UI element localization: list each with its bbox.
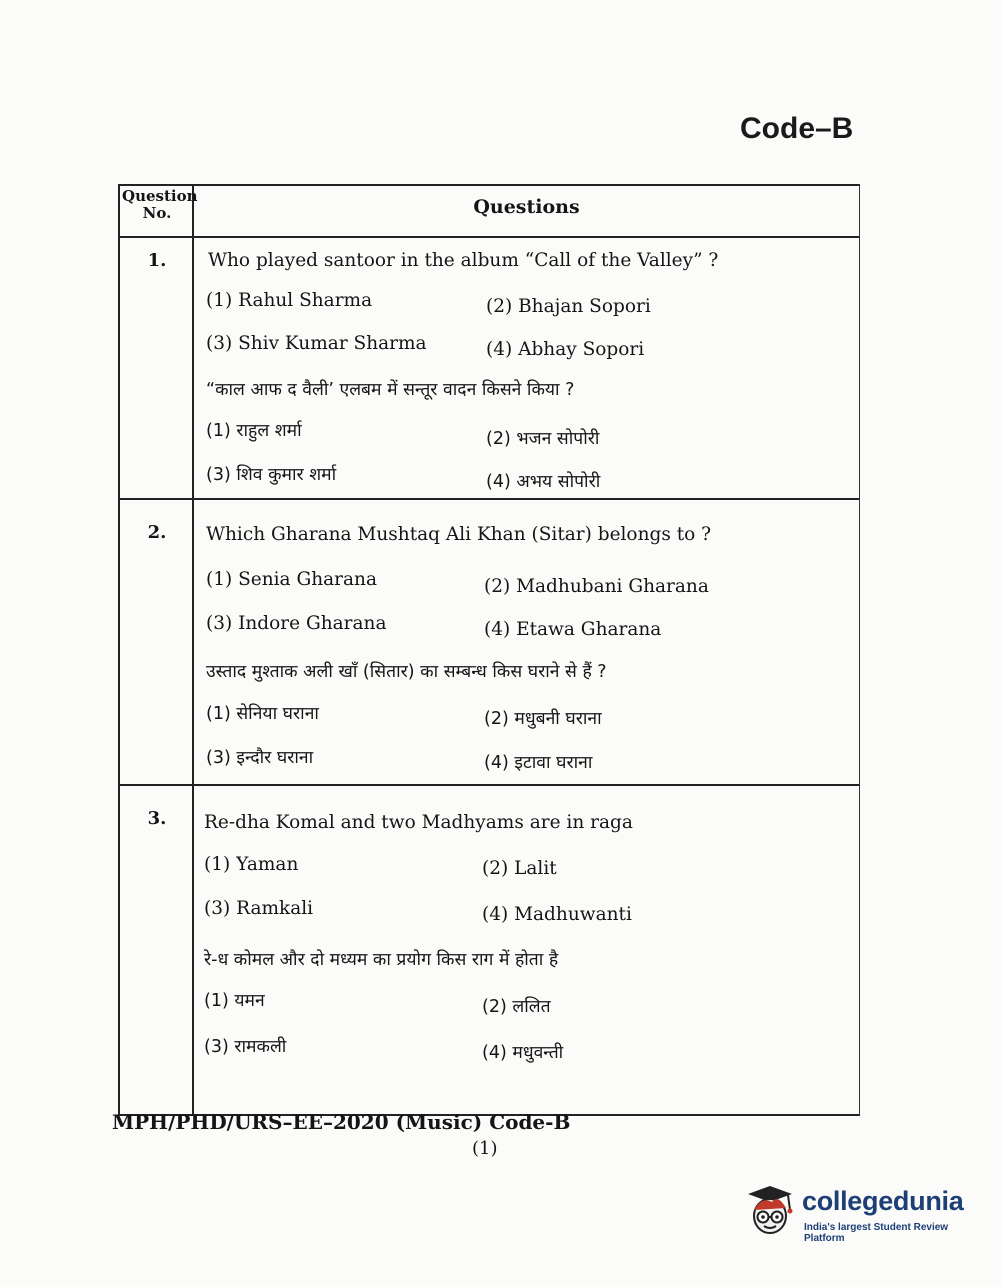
option-hi: (3) शिव कुमार शर्मा <box>206 465 337 485</box>
question-text-en: Re-dha Komal and two Madhyams are in raga <box>204 812 633 833</box>
option-hi: (1) राहुल शर्मा <box>206 421 302 441</box>
question-text-en: Who played santoor in the album “Call of the Valley” ? <box>208 250 719 271</box>
question-text-hi: “काल आफ द वैली’ एलबम में सन्तूर वादन किसने किया ? <box>206 380 575 400</box>
option-hi: (2) मधुबनी घराना <box>484 709 602 729</box>
option-hi: (4) इटावा घराना <box>484 753 593 773</box>
brand-name: collegedunia <box>802 1186 964 1216</box>
question-text-hi: रे-ध कोमल और दो मध्यम का प्रयोग किस राग में होता है <box>204 950 559 970</box>
header-question-no: Question No. <box>122 187 198 222</box>
question-text-hi: उस्ताद मुश्ताक अली खाँ (सितार) का सम्बन्ध किस घराने से हैं ? <box>206 662 607 682</box>
option-en: (2) Bhajan Sopori <box>486 296 651 317</box>
option-hi: (4) अभय सोपोरी <box>486 472 601 492</box>
row-separator <box>120 498 859 500</box>
option-hi: (1) सेनिया घराना <box>206 704 319 724</box>
exam-code-footer: MPH/PHD/URS–EE–2020 (Music) Code-B <box>112 1110 571 1134</box>
option-en: (2) Lalit <box>482 858 557 879</box>
graduate-mascot-icon <box>740 1180 800 1240</box>
paper-code-label: Code–B <box>740 112 854 145</box>
option-en: (1) Yaman <box>204 854 299 875</box>
option-en: (3) Ramkali <box>204 898 314 919</box>
option-en: (1) Senia Gharana <box>206 569 377 590</box>
brand-tagline: India's largest Student Review Platform <box>804 1222 949 1244</box>
option-en: (2) Madhubani Gharana <box>484 576 709 597</box>
option-hi: (3) रामकली <box>204 1037 287 1057</box>
option-en: (1) Rahul Sharma <box>206 290 373 311</box>
question-number: 3. <box>147 808 167 829</box>
option-hi: (4) मधुवन्ती <box>482 1043 564 1063</box>
option-en: (4) Abhay Sopori <box>486 339 645 360</box>
option-en: (4) Etawa Gharana <box>484 619 662 640</box>
page-number: (1) <box>472 1138 498 1159</box>
option-hi: (2) ललित <box>482 997 551 1017</box>
option-hi: (3) इन्दौर घराना <box>206 748 314 768</box>
option-hi: (2) भजन सोपोरी <box>486 429 600 449</box>
questions-table <box>118 184 860 1116</box>
row-separator <box>120 784 859 786</box>
column-divider <box>192 186 194 1114</box>
collegedunia-watermark <box>740 1180 970 1244</box>
question-number: 2. <box>147 522 167 543</box>
question-text-en: Which Gharana Mushtaq Ali Khan (Sitar) belongs to ? <box>206 524 712 545</box>
table-header-row <box>120 186 859 238</box>
question-number: 1. <box>147 250 167 271</box>
option-en: (3) Indore Gharana <box>206 613 387 634</box>
option-en: (4) Madhuwanti <box>482 904 632 925</box>
header-questions: Questions <box>473 196 580 218</box>
option-en: (3) Shiv Kumar Sharma <box>206 333 427 354</box>
option-hi: (1) यमन <box>204 991 265 1011</box>
